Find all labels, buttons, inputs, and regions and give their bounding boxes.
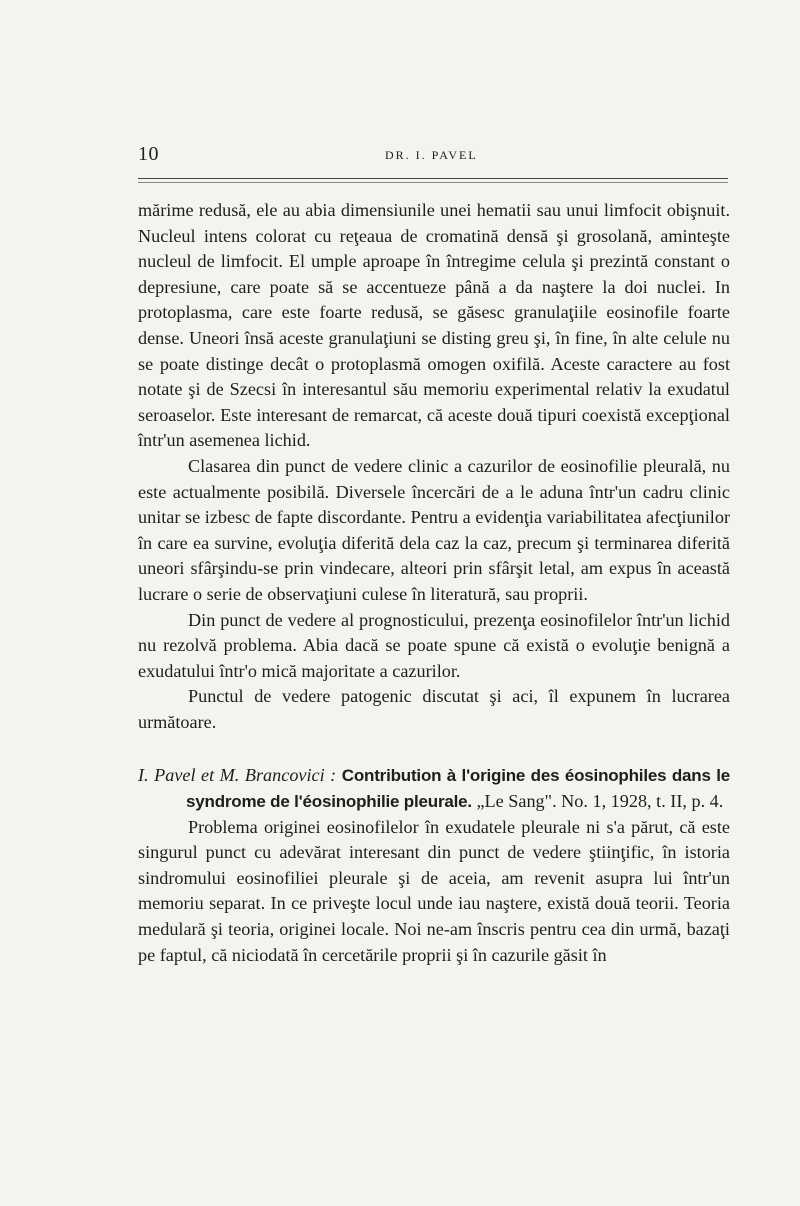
reference-title: Contribution à l'origine des éosinophiles dans le syndrome de l'éosinophilie pleurale. <box>186 766 730 812</box>
paragraph: Din punct de vedere al prognosticului, prezenţa eosinofilelor într'un lichid nu rezolvă problema. Abia dacă se poate spune că există o evoluţie benignă a exudatului într'o mică majoritate a cazurilor. <box>138 609 730 681</box>
paragraph: Clasarea din punct de vedere clinic a cazurilor de eosinofilie pleurală, nu este actualmente posibilă. Diversele încercări de a le aduna într'un cadru clinic unitar se izbesc de fapte discordante. Pentru a evidenţia variabilitatea afecţiunilor în care ea survine, evoluţia diferită dela caz la caz, precum şi terminarea diferită uneori sfârşindu-se prin vindecare, alteori prin sfârşit letal, am expus în această lucrare o serie de observaţiuni culese în literatură, sau proprii. <box>138 455 730 604</box>
paragraph: Punctul de vedere patogenic discutat şi aci, îl expunem în lucrarea următoare. <box>138 686 730 732</box>
paragraph: mărime redusă, ele au abia dimensiunile unei hematii sau unui limfocit obişnuit. Nucleul intens colorat cu reţeaua de cromatină densă şi grosolană, aminteşte nucleul de limfocit. El umple aproape în întregime celula şi prezintă constant o depresiune, care poate să se accentueze până a da naştere la doi nuclei. In protoplasma, care este foarte redusă, se găsesc granulaţiile eosinofile foarte dense. Uneori însă aceste granulaţiuni se disting greu şi, în fine, în alte celule nu se poate distinge decât o protoplasmă omogen oxifilă. Aceste caractere au fost notate şi de Szecsi în interesantul său memoriu experimental relativ la exudatul seroaselor. Este interesant de remarcat, că aceste două tipuri coexistă excepţional într'un asemenea lichid. <box>138 200 730 451</box>
paragraph: Problema originei eosinofilelor în exudatele pleurale ni s'a părut, că este singurul punct cu adevărat interesant din punct de vedere ştiinţific, în istoria sindromului eosinofiliei pleurale şi de aceia, am revenit asupra lui într'un memoriu separat. In ce priveşte locul unde iau naştere, există două teorii. Teoria medulară şi teoria, originei locale. Noi ne-am înscris pentru cea din urmă, bazaţi pe faptul, că niciodată în cercetările proprii şi în cazurile găsit în <box>138 816 730 965</box>
bibliographic-reference <box>138 763 730 814</box>
page-header <box>138 143 728 173</box>
reference-authors: I. Pavel et M. Brancovici : <box>138 765 337 786</box>
page-number: 10 <box>138 143 159 165</box>
body-text <box>138 198 730 968</box>
running-head: DR. I. PAVEL <box>385 148 478 162</box>
reference-source: „Le Sang". No. 1, 1928, t. II, p. 4. <box>476 791 724 812</box>
header-rule <box>138 178 728 183</box>
